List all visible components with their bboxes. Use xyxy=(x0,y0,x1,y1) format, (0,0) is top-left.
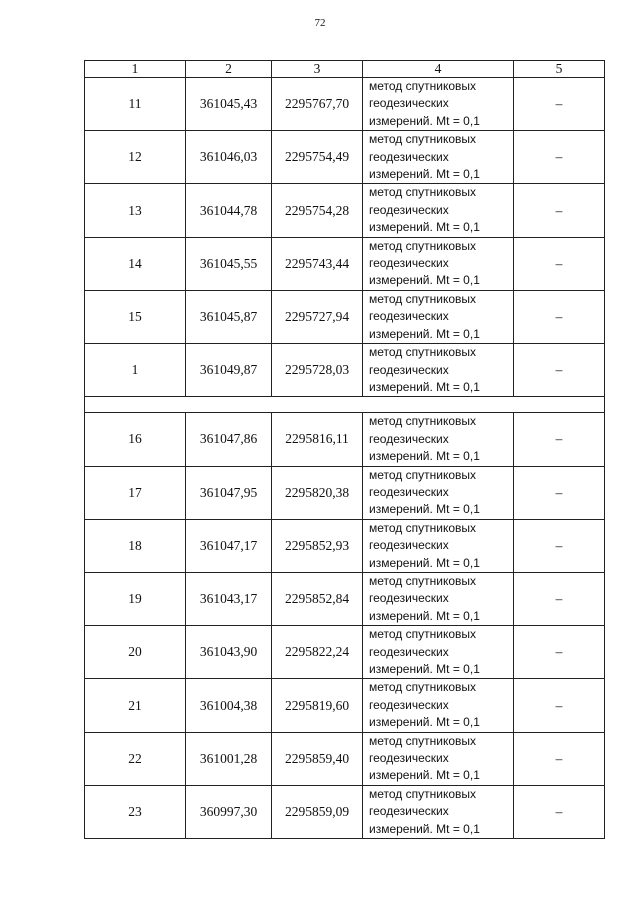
method-cell xyxy=(363,679,514,732)
note-cell: – xyxy=(514,732,605,785)
point-number-cell: 17 xyxy=(85,466,186,519)
column-header-1: 1 xyxy=(85,61,186,78)
column-header-2: 2 xyxy=(186,61,272,78)
method-text-line: метод спутниковых xyxy=(369,238,477,253)
method-text-line: метод спутниковых xyxy=(369,627,477,642)
point-number-cell: 19 xyxy=(85,572,186,625)
table-header xyxy=(85,61,605,78)
table-row xyxy=(85,184,605,237)
note-cell: – xyxy=(514,679,605,732)
x-coordinate-cell: 361004,38 xyxy=(186,679,272,732)
method-cell xyxy=(363,184,514,237)
table-row xyxy=(85,679,605,732)
method-text-line: измерений. Mt = 0,1 xyxy=(369,167,480,182)
y-coordinate-cell: 2295816,11 xyxy=(272,413,363,466)
y-coordinate-cell: 2295859,09 xyxy=(272,785,363,838)
note-cell: – xyxy=(514,290,605,343)
point-number-cell: 22 xyxy=(85,732,186,785)
y-coordinate-cell: 2295767,70 xyxy=(272,78,363,131)
method-text-line: измерений. Mt = 0,1 xyxy=(369,715,480,730)
table-row xyxy=(85,290,605,343)
x-coordinate-cell: 360997,30 xyxy=(186,785,272,838)
note-cell: – xyxy=(514,237,605,290)
method-text-line: метод спутниковых xyxy=(369,733,477,748)
method-text-line: измерений. Mt = 0,1 xyxy=(369,768,480,783)
point-number-cell: 1 xyxy=(85,344,186,397)
x-coordinate-cell: 361046,03 xyxy=(186,131,272,184)
y-coordinate-cell: 2295820,38 xyxy=(272,466,363,519)
method-text-line: измерений. Mt = 0,1 xyxy=(369,821,480,836)
method-cell xyxy=(363,78,514,131)
method-cell xyxy=(363,290,514,343)
method-text-line: метод спутниковых xyxy=(369,520,477,535)
note-cell: – xyxy=(514,466,605,519)
method-text-line: измерений. Mt = 0,1 xyxy=(369,220,480,235)
method-cell xyxy=(363,413,514,466)
method-text-line: измерений. Mt = 0,1 xyxy=(369,326,480,341)
method-cell xyxy=(363,519,514,572)
x-coordinate-cell: 361045,87 xyxy=(186,290,272,343)
method-cell xyxy=(363,237,514,290)
method-cell xyxy=(363,466,514,519)
y-coordinate-cell: 2295819,60 xyxy=(272,679,363,732)
method-text-line: метод спутниковых xyxy=(369,185,477,200)
method-text-line: метод спутниковых xyxy=(369,573,477,588)
method-text-line: геодезических xyxy=(369,538,449,553)
point-number-cell: 16 xyxy=(85,413,186,466)
method-text-line: геодезических xyxy=(369,697,449,712)
note-cell: – xyxy=(514,785,605,838)
x-coordinate-cell: 361047,95 xyxy=(186,466,272,519)
note-cell: – xyxy=(514,344,605,397)
y-coordinate-cell: 2295852,84 xyxy=(272,572,363,625)
method-text-line: измерений. Mt = 0,1 xyxy=(369,608,480,623)
column-header-4: 4 xyxy=(363,61,514,78)
point-number-cell: 15 xyxy=(85,290,186,343)
y-coordinate-cell: 2295754,28 xyxy=(272,184,363,237)
page-number: 72 xyxy=(314,17,326,29)
method-text-line: метод спутниковых xyxy=(369,467,477,482)
note-cell: – xyxy=(514,519,605,572)
point-number-cell: 11 xyxy=(85,78,186,131)
note-cell: – xyxy=(514,413,605,466)
x-coordinate-cell: 361045,55 xyxy=(186,237,272,290)
point-number-cell: 18 xyxy=(85,519,186,572)
y-coordinate-cell: 2295727,94 xyxy=(272,290,363,343)
point-number-cell: 21 xyxy=(85,679,186,732)
method-text-line: геодезических xyxy=(369,804,449,819)
point-number-cell: 12 xyxy=(85,131,186,184)
method-text-line: метод спутниковых xyxy=(369,79,477,93)
table-row xyxy=(85,626,605,679)
column-header-5: 5 xyxy=(514,61,605,78)
method-text-line: геодезических xyxy=(369,362,449,377)
method-text-line: геодезических xyxy=(369,96,449,111)
table-row xyxy=(85,413,605,466)
column-header-3: 3 xyxy=(272,61,363,78)
note-cell: – xyxy=(514,572,605,625)
point-number-cell: 14 xyxy=(85,237,186,290)
method-text-line: метод спутниковых xyxy=(369,680,477,695)
x-coordinate-cell: 361049,87 xyxy=(186,344,272,397)
method-text-line: метод спутниковых xyxy=(369,291,477,306)
table-row xyxy=(85,466,605,519)
y-coordinate-cell: 2295754,49 xyxy=(272,131,363,184)
method-text-line: измерений. Mt = 0,1 xyxy=(369,113,480,128)
method-text-line: измерений. Mt = 0,1 xyxy=(369,449,480,464)
x-coordinate-cell: 361045,43 xyxy=(186,78,272,131)
method-text-line: геодезических xyxy=(369,751,449,766)
method-text-line: геодезических xyxy=(369,256,449,271)
table-row xyxy=(85,344,605,397)
method-text-line: измерений. Mt = 0,1 xyxy=(369,273,480,288)
method-text-line: измерений. Mt = 0,1 xyxy=(369,502,480,517)
method-text-line: метод спутниковых xyxy=(369,414,477,429)
group-separator-row xyxy=(85,397,605,413)
method-text-line: геодезических xyxy=(369,591,449,606)
method-cell xyxy=(363,344,514,397)
x-coordinate-cell: 361044,78 xyxy=(186,184,272,237)
y-coordinate-cell: 2295859,40 xyxy=(272,732,363,785)
x-coordinate-cell: 361043,17 xyxy=(186,572,272,625)
coordinates-table xyxy=(84,60,605,839)
y-coordinate-cell: 2295822,24 xyxy=(272,626,363,679)
method-text-line: измерений. Mt = 0,1 xyxy=(369,662,480,676)
table-body xyxy=(85,78,605,839)
method-cell xyxy=(363,785,514,838)
x-coordinate-cell: 361047,86 xyxy=(186,413,272,466)
method-text-line: измерений. Mt = 0,1 xyxy=(369,379,480,394)
method-text-line: измерений. Mt = 0,1 xyxy=(369,555,480,570)
group-separator-cell xyxy=(85,397,605,413)
method-text-line: метод спутниковых xyxy=(369,345,477,360)
y-coordinate-cell: 2295743,44 xyxy=(272,237,363,290)
method-text-line: геодезических xyxy=(369,431,449,446)
method-text-line: геодезических xyxy=(369,149,449,164)
table-row xyxy=(85,131,605,184)
note-cell: – xyxy=(514,184,605,237)
table-row xyxy=(85,78,605,131)
method-text-line: геодезических xyxy=(369,644,449,659)
method-text-line: геодезических xyxy=(369,484,449,499)
method-cell xyxy=(363,626,514,679)
x-coordinate-cell: 361043,90 xyxy=(186,626,272,679)
note-cell: – xyxy=(514,78,605,131)
method-text-line: геодезических xyxy=(369,202,449,217)
note-cell: – xyxy=(514,131,605,184)
table-row xyxy=(85,572,605,625)
y-coordinate-cell: 2295728,03 xyxy=(272,344,363,397)
header-row xyxy=(85,61,605,78)
note-cell: – xyxy=(514,626,605,679)
y-coordinate-cell: 2295852,93 xyxy=(272,519,363,572)
method-cell xyxy=(363,732,514,785)
point-number-cell: 23 xyxy=(85,785,186,838)
point-number-cell: 20 xyxy=(85,626,186,679)
table-row xyxy=(85,732,605,785)
point-number-cell: 13 xyxy=(85,184,186,237)
method-text-line: метод спутниковых xyxy=(369,132,477,147)
table-row xyxy=(85,785,605,838)
method-text-line: геодезических xyxy=(369,309,449,324)
method-text-line: метод спутниковых xyxy=(369,786,477,801)
table-row xyxy=(85,519,605,572)
method-cell xyxy=(363,572,514,625)
table-row xyxy=(85,237,605,290)
x-coordinate-cell: 361047,17 xyxy=(186,519,272,572)
x-coordinate-cell: 361001,28 xyxy=(186,732,272,785)
method-cell xyxy=(363,131,514,184)
